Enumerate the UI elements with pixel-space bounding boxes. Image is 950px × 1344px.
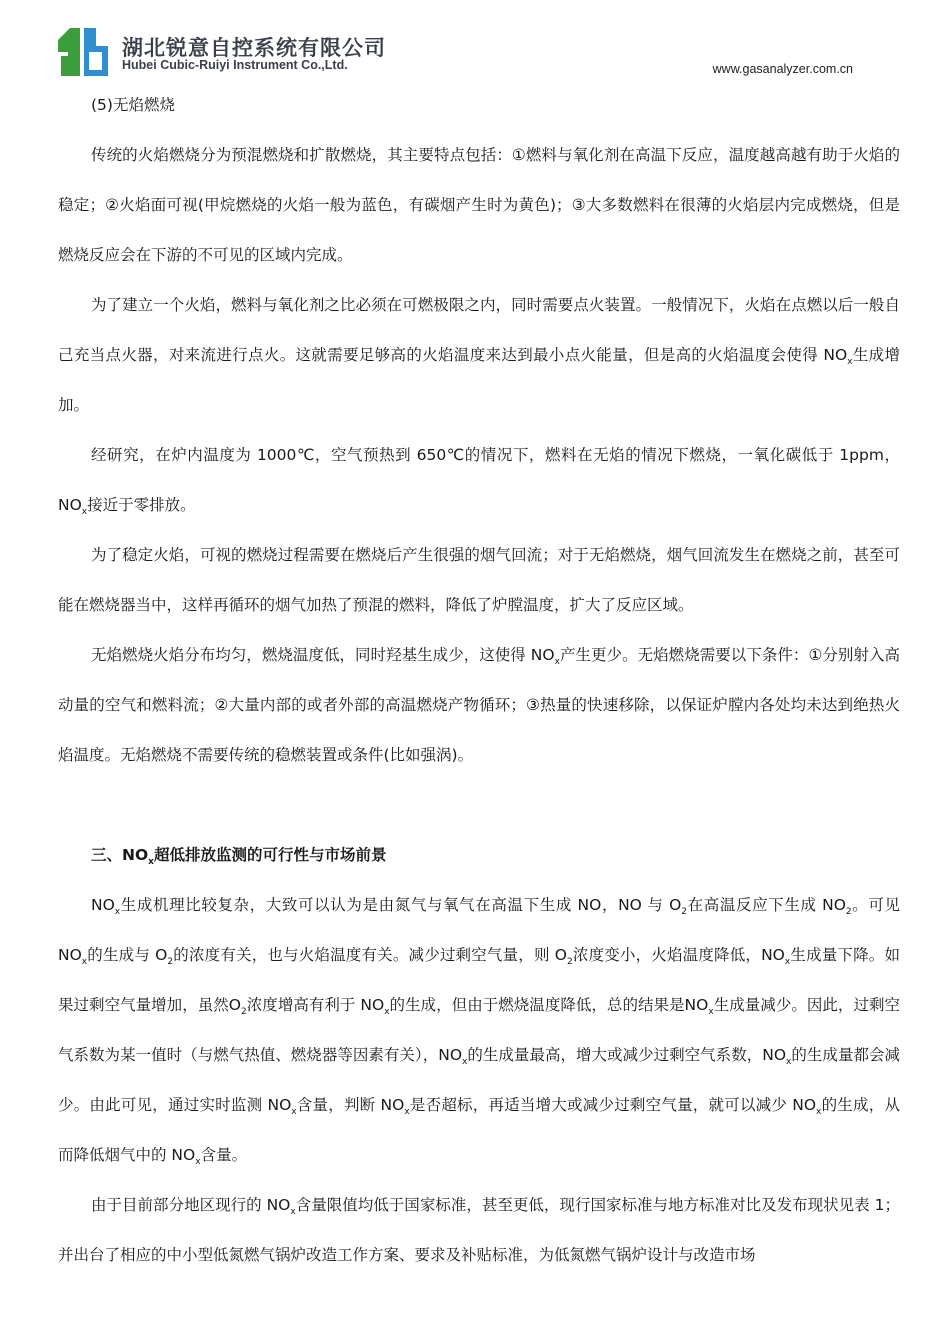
paragraph-3: 经研究，在炉内温度为 1000℃，空气预热到 650℃的情况下，燃料在无焰的情况下燃烧，一氧化碳低于 1ppm，$NO_x$接近于零排放。 bbox=[58, 446, 900, 517]
section-5-title: (5)无焰燃烧 bbox=[91, 96, 175, 114]
paragraph-4: 为了稳定火焰，可视的燃烧过程需要在燃烧后产生很强的烟气回流；对于无焰燃烧，烟气回流发生在燃烧之前，甚至可能在燃烧器当中，这样再循环的烟气加热了预混的燃料，降低了炉膛温度，扩大了反应区域。 bbox=[58, 546, 900, 614]
company-name-en: Hubei Cubic-Ruiyi Instrument Co.,Ltd. bbox=[122, 58, 348, 72]
section-3-heading: 三、$NO_x$超低排放监测的可行性与市场前景 bbox=[91, 846, 387, 867]
paragraph-2: 为了建立一个火焰，燃料与氧化剂之比必须在可燃极限之内，同时需要点火装置。一般情况下，火焰在点燃以后一般自己充当点火器，对来流进行点火。这就需要足够高的火焰温度来达到最小点火能量，但是高的火焰温度会使得 $NO_x$生成增加。 bbox=[58, 296, 900, 414]
paragraph-6: $NO_x$生成机理比较复杂，大致可以认为是由氮气与氧气在高温下生成 NO，NO 与 $O_2$在高温反应下生成 $NO_2$。可见 $NO_x$的生成与 $O_2$的浓度有关，也与火焰温度有关。减少过剩空气量，则 $O_2$浓度变小，火焰温度降低，$NO_x$生成量下降。如果过剩空气量增加，虽然$O_2$浓度增高有利于 $NO_x$的生成，但由于燃烧温度降低，总的结果是$NO_x$生成量减少。因此，过剩空气系数为某一值时（与燃气热值、燃烧器等因素有关），$NO_x$的生成量最高，增大或减少过剩空气系数，$NO_x$的生成量都会减少。由此可见，通过实时监测 $NO_x$含量，判断 $NO_x$是否超标，再适当增大或减少过剩空气量，就可以减少 $NO_x$的生成，从而降低烟气中的 $NO_x$含量。 bbox=[58, 896, 901, 1167]
website-url: www.gasanalyzer.com.cn bbox=[712, 62, 853, 76]
page-header bbox=[58, 26, 898, 82]
paragraph-5: 无焰燃烧火焰分布均匀，燃烧温度低，同时羟基生成少，这使得 $NO_x$产生更少。无焰燃烧需要以下条件：①分别射入高动量的空气和燃料流；②大量内部的或者外部的高温燃烧产物循环；③热量的快速移除，以保证炉膛内各处均未达到绝热火焰温度。无焰燃烧不需要传统的稳燃装置或条件(比如强涡)。 bbox=[58, 646, 900, 764]
paragraph-7: 由于目前部分地区现行的 $NO_x$含量限值均低于国家标准，甚至更低，现行国家标准与地方标准对比及发布现状见表 1；并出台了相应的中小型低氮燃气锅炉改造工作方案、要求及补贴标准，为低氮燃气锅炉设计与改造市场 bbox=[58, 1196, 900, 1264]
document-body bbox=[58, 80, 900, 1280]
paragraph-1: 传统的火焰燃烧分为预混燃烧和扩散燃烧，其主要特点包括：①燃料与氧化剂在高温下反应，温度越高越有助于火焰的稳定；②火焰面可视(甲烷燃烧的火焰一般为蓝色，有碳烟产生时为黄色)；③大多数燃料在很薄的火焰层内完成燃烧，但是燃烧反应会在下游的不可见的区域内完成。 bbox=[58, 146, 900, 264]
company-name-cn: 湖北锐意自控系统有限公司 bbox=[122, 36, 386, 60]
